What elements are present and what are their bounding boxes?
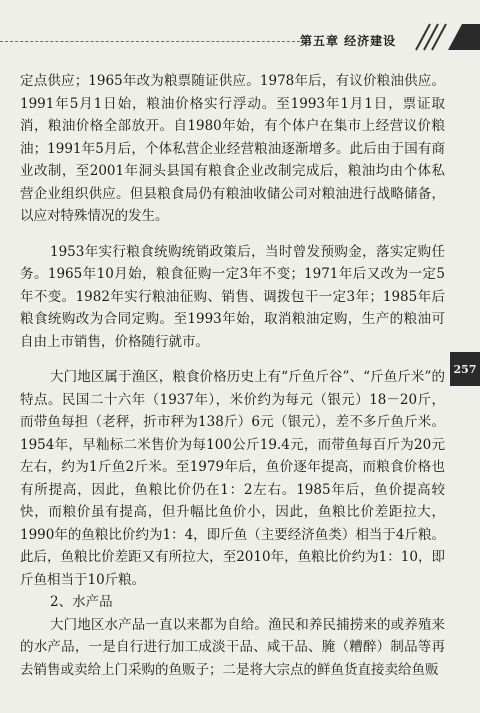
section-heading: 2、水产品	[50, 594, 113, 610]
paragraph-4: 大门地区水产品一直以来都为自给。渔民和养民捕捞来的或养殖来的水产品，一是自行进行加工成淡干品、咸干品、腌（糟醉）制品等再去销售或卖给上门采购的鱼贩子；二是将大宗点的鲜鱼货直接卖给鱼贩	[20, 616, 445, 678]
paragraph-1: 定点供应；1965年改为粮票随证供应。1978年后，有议价粮油供应。1991年5月1日始，粮油价格实行浮动。至1993年1月1日，票证取消，粮油价格全部放开。自1980年始，有个体户在集市上经营议价粮油；1991年5月后，个体私营企业经营粮油逐渐增多。此后由于国有商业改制，至2001年洞头县国有粮食企业改制完成后，粮油均由个体私营企业组织供应。但县粮食局仍有粮油收储公司对粮油进行战略储备，以应对特殊情况的发生。	[20, 73, 445, 224]
paragraph-3: 大门地区属于渔区，粮食价格历史上有“斤鱼斤谷”、“斤鱼斤米”的特点。民国二十六年（1937年），米价约为每元（银元）18－20斤，而带鱼每担（老秤，折市秤为138斤）6元（银元），差不多斤鱼斤米。1954年，早籼标二米售价为每100公斤19.4元，而带鱼每百斤为20元左右，约为1斤鱼2斤米。至1979年后，鱼价逐年提高，而粮食价格也有所提高，因此，鱼粮比价仍在1：2左右。1985年后，鱼价提高较快，而粮价虽有提高，但升幅比鱼价小，因此，鱼粮比价差距拉大，1990年的鱼粮比价约为1：4，即斤鱼（主要经济鱼类）相当于4斤粮。此后，鱼粮比价差距又有所拉大，至2010年，鱼粮比价约为1：10，即斤鱼相当于10斤粮。	[20, 369, 445, 588]
paragraph-2: 1953年实行粮食统购统销政策后，当时曾发预购金，落实定购任务。1965年10月始，粮食征购一定3年不变；1971年后又改为一定5年不变。1982年实行粮油征购、销售、调拨包干一定3年；1985年后粮食统购改为合同定购。至1993年始，取消粮油定购，生产的粮油可自由上市销售，价格随行就市。	[20, 243, 445, 350]
page-body	[20, 70, 445, 681]
header-dashed-rule	[0, 41, 300, 42]
page-number: 257	[450, 352, 480, 386]
header-slashes-decoration	[410, 22, 480, 52]
chapter-title: 第五章 经济建设	[300, 34, 397, 48]
